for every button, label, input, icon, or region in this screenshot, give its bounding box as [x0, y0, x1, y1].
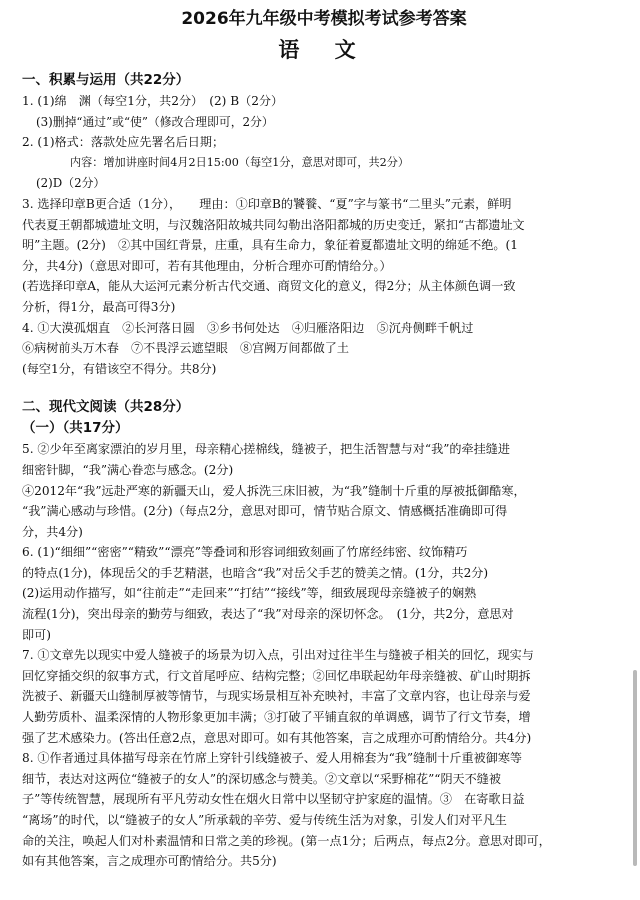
answer-line: “离场”的时代，以“缝被子的女人”所承载的辛劳、爱与传统生活为对象，引发人们对平凡生 — [22, 813, 507, 827]
answer-line: 洗被子、新疆天山缝制厚被等情节，与现实场景相互补充映衬，丰富了文章内容，也让母亲与爱 — [22, 689, 531, 704]
answer-line: 即可) — [22, 627, 51, 642]
page-title: 2026年九年级中考模拟考试参考答案 — [181, 9, 467, 29]
answer-line: 内容：增加讲座时间4月2日15:00（每空1分，意思对即可，共2分） — [70, 155, 409, 169]
answer-line: 强了艺术感染力。(答出任意2点，意思对即可。如有其他答案，言之成理亦可酌情给分。共4分) — [22, 730, 532, 745]
vertical-scrollbar[interactable] — [633, 670, 637, 866]
answer-line: (2)D（2分） — [36, 176, 106, 191]
answer-line: 人勤劳质朴、温柔深情的人物形象更加丰满；③打破了平铺直叙的单调感，调节了行文节奏，增 — [22, 710, 531, 725]
subsection-heading: （一）（共17分） — [22, 420, 129, 437]
answer-line: 流程(1分)，突出母亲的勤劳与细致，表达了“我”对母亲的深切怀念。 (1分，共2分，意思对 — [22, 607, 514, 622]
answer-line: 分析，得1分，最高可得3分) — [22, 299, 176, 314]
answer-line: 如有其他答案，言之成理亦可酌情给分。共5分) — [22, 854, 277, 869]
answer-line: 命的关注，唤起人们对朴素温情和日常之美的珍视。(第一点1分；后两点，每点2分。意思对即可， — [22, 833, 551, 848]
answer-line: (2)运用动作描写，如“往前走”“走回来”“打结”“接线”等，细致展现母亲缝被子的娴熟 — [22, 586, 477, 601]
answer-line: (若选择印章A，能从大运河元素分析古代交通、商贸文化的意义，得2分；从主体颜色调一致 — [22, 279, 516, 294]
answer-line: 3. 选择印章B更合适（1分）， 理由：①印章B的饕餮、“夏”字与篆书“二里头”元素，鲜明 — [22, 196, 512, 211]
answer-line: 子”等传统智慧，展现所有平凡劳动女性在烟火日常中以坚韧守护家庭的温情。③ 在寄歌日益 — [22, 792, 525, 807]
answer-line: 4. ①大漠孤烟直 ②长河落日圆 ③乡书何处达 ④归雁洛阳边 ⑤沉舟侧畔千帆过 — [22, 320, 474, 335]
answer-line: (每空1分，有错该空不得分。共8分) — [22, 361, 217, 376]
answer-line: 代表夏王朝都城遗址文明，与汉魏洛阳故城共同勾勒出洛阳都城的历史变迁，紧扣“古都遗址文 — [22, 217, 525, 232]
answer-line: 分，共4分) — [22, 524, 83, 539]
answer-line: 分，共4分)（意思对即可，若有其他理由，分析合理亦可酌情给分。） — [22, 258, 392, 273]
answer-line: 明”主题。(2分) ②其中国红背景，庄重，具有生命力，象征着夏都遗址文明的绵延不绝。(1 — [22, 238, 518, 253]
answer-line: “我”满心感动与珍惜。(2分)（每点2分，意思对即可，情节贴合原文、情感概括准确即可得 — [22, 504, 508, 519]
subject-title: 语 文 — [278, 38, 370, 62]
answer-line: 细节，表达对这两位“缝被子的女人”的深切感念与赞美。②文章以“采野棉花”“阴天不缝被 — [22, 771, 501, 786]
section-heading: 二、现代文阅读（共28分） — [22, 399, 190, 416]
answer-line: ④2012年“我”远赴严寒的新疆天山，爱人拆洗三床旧被，为“我”缝制十斤重的厚被抵御酷寒， — [22, 483, 526, 498]
answer-line: 细密针脚，“我”满心眷恋与感念。(2分) — [22, 462, 234, 477]
answer-line: 7. ①文章先以现实中爱人缝被子的场景为切入点，引出对过往半生与缝被子相关的回忆，现实与 — [22, 648, 534, 663]
answer-line: 5. ②少年至离家漂泊的岁月里，母亲精心搓棉线，缝被子，把生活智慧与对“我”的牵挂缝进 — [22, 442, 510, 457]
answer-line: ⑥病树前头万木春 ⑦不畏浮云遮望眼 ⑧宫阙万间都做了土 — [22, 341, 349, 356]
answer-line: 的特点(1分)，体现岳父的手艺精湛，也暗含“我”对岳父手艺的赞美之情。(1分，共2分) — [22, 565, 489, 580]
answer-line: (3)删掉“通过”或“使”（修改合理即可，2分） — [36, 114, 274, 129]
answer-line: 8. ①作者通过具体描写母亲在竹席上穿针引线缝被子、爱人用棉套为“我”缝制十斤重被御寒等 — [22, 751, 523, 766]
answer-line: 2. (1)格式：落款处应先署名后日期； — [22, 135, 225, 150]
section-heading: 一、积累与运用（共22分） — [22, 72, 190, 88]
answer-line: 6. (1)“细细”“密密”“精致”“漂亮”等叠词和形容词细致刻画了竹席经纬密、纹饰精巧 — [22, 545, 468, 560]
answer-line: 回忆穿插交织的叙事方式，行文首尾呼应、结构完整；②回忆串联起幼年母亲缝被、矿山时期拆 — [22, 668, 531, 683]
answer-line: 1. (1)绵 渊（每空1分，共2分） (2) B（2分） — [22, 94, 284, 108]
